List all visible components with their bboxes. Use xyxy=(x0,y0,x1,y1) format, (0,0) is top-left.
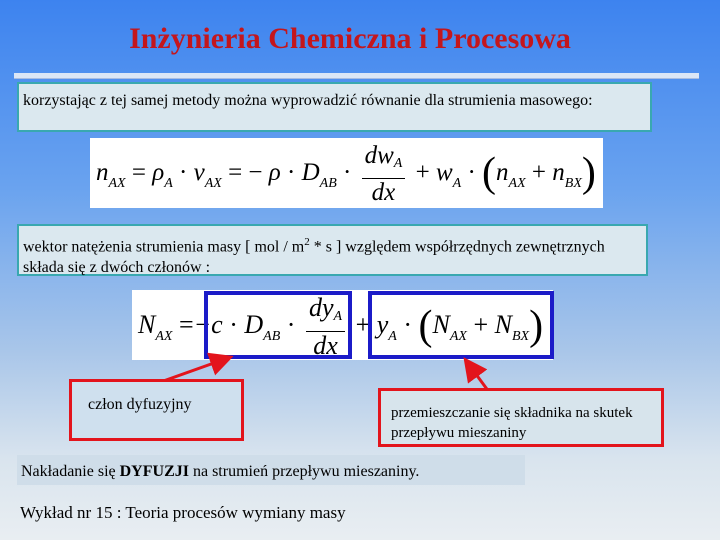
formula1-D-sub: AB xyxy=(319,176,337,191)
formula2-plus2: + xyxy=(473,310,489,339)
formula1-dot: · xyxy=(179,159,188,186)
formula2-N: N xyxy=(138,310,156,339)
formula2-rparen: ) xyxy=(529,303,544,349)
convection-label-box xyxy=(378,388,664,447)
formula1-rho-sub: A xyxy=(164,176,173,191)
formula1-rho: ρ xyxy=(152,159,165,186)
formula1-n-sub: AX xyxy=(108,176,126,191)
formula1-lparen: ( xyxy=(482,150,497,196)
formula1-n1-sub: AX xyxy=(508,176,526,191)
vector-text-sup: 2 xyxy=(304,236,310,248)
formula1-dot3: · xyxy=(343,159,352,186)
formula1-rho2: ρ xyxy=(268,159,281,186)
formula1-n: n xyxy=(96,159,109,186)
formula2-N-sub: AX xyxy=(155,329,173,344)
formula2-y: y xyxy=(376,310,389,339)
formula1-plus: + xyxy=(415,159,430,186)
formula2-num-sub: A xyxy=(333,309,343,325)
footer-text: Wykład nr 15 : Teoria procesów wymiany masy xyxy=(20,503,346,522)
formula1-w: w xyxy=(435,159,453,186)
formula1-v-sub: AX xyxy=(204,176,222,191)
overlay-text-bold: DYFUZJI xyxy=(119,463,189,480)
intro-text: korzystając z tej samej metody można wyprowadzić równanie dla strumienia masowego: xyxy=(23,92,593,109)
formula1-num-sub: A xyxy=(393,155,403,171)
formula2-lparen: ( xyxy=(418,303,433,349)
formula2-eq: = xyxy=(178,310,194,339)
formula1-n2-sub: BX xyxy=(564,176,582,191)
formula1-dot4: · xyxy=(467,159,476,186)
vector-text-1: wektor natężenia strumienia masy [ mol / m xyxy=(23,238,305,256)
formula1-den: dx xyxy=(371,178,396,206)
formula1-n1: n xyxy=(496,159,509,186)
formula1-num: dw xyxy=(364,141,394,169)
formula2-plus: + xyxy=(355,310,371,339)
slide-title: Inżynieria Chemiczna i Procesowa xyxy=(129,22,571,55)
overlay-text-2: na strumień przepływu mieszaniny. xyxy=(188,463,420,480)
formula2-minus-c: −c xyxy=(193,310,223,339)
convection-label: przemieszczanie się składnika na skutek przepływu mieszaniny xyxy=(391,405,633,441)
overlay-textbox xyxy=(17,455,525,485)
formula2-num: dy xyxy=(308,293,334,323)
formula2-D-sub: AB xyxy=(263,329,281,344)
formula1-n2: n xyxy=(552,159,565,186)
formula2-N2: N xyxy=(494,310,512,339)
formula1-D: D xyxy=(301,159,320,186)
formula1-v: v xyxy=(193,159,205,186)
formula2-dot2: · xyxy=(286,310,296,339)
formula2-D: D xyxy=(244,310,264,339)
formula2-N2-sub: BX xyxy=(511,329,530,344)
formula2-y-sub: A xyxy=(388,329,397,344)
formula1-w-sub: A xyxy=(452,176,462,191)
formula1-dot2: · xyxy=(287,159,296,186)
formula2-den: dx xyxy=(313,331,338,361)
diffusion-label-box xyxy=(69,379,244,441)
formula1-plus2: + xyxy=(531,159,547,186)
formula2-N1-sub: AX xyxy=(449,329,467,344)
diffusion-label: człon dyfuzyjny xyxy=(88,396,192,413)
formula1-rparen: ) xyxy=(581,150,596,196)
formula2-dot3: · xyxy=(403,310,413,339)
vector-text-2: * s ] względem współrzędnych zewnętrznych składa się z dwóch członów : xyxy=(23,238,605,277)
formula2-dot: · xyxy=(229,310,238,339)
overlay-text-1: Nakładanie się xyxy=(21,463,120,480)
formula1-eq: = xyxy=(131,159,146,186)
formula1-eq-minus: = − xyxy=(228,159,263,186)
formula2-N1: N xyxy=(432,310,450,339)
